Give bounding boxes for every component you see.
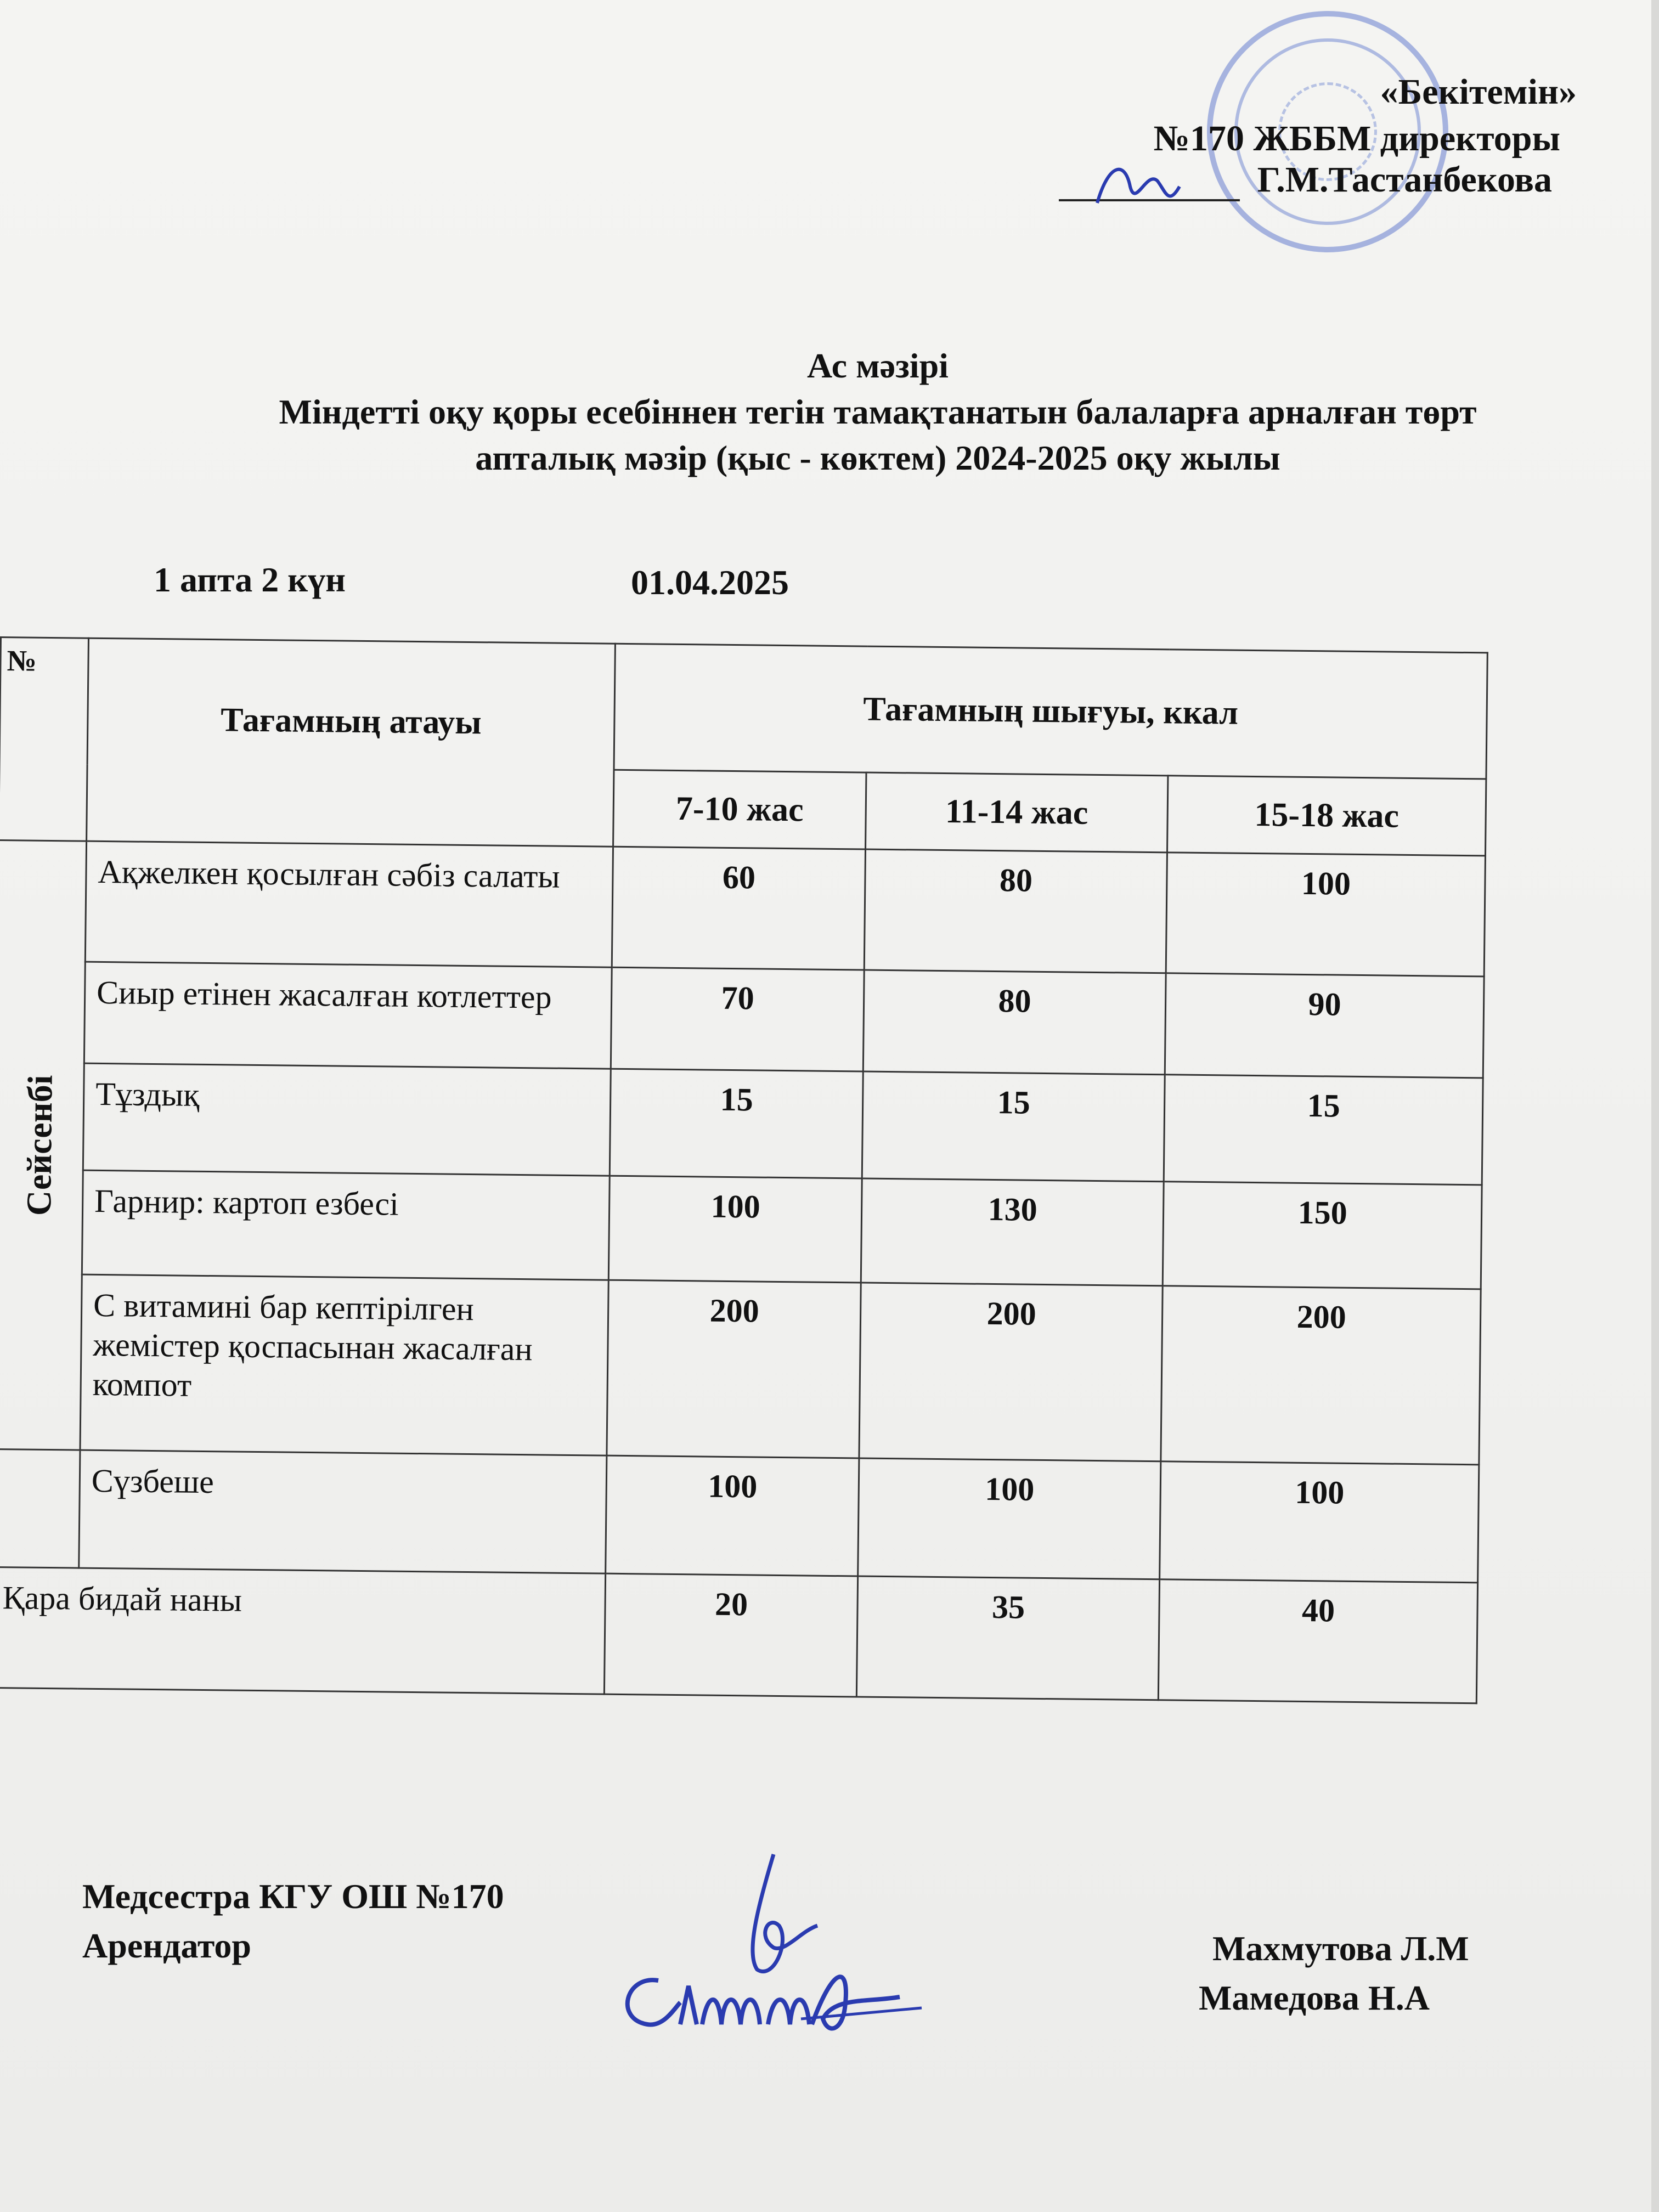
portion-11-14: 80 (863, 970, 1166, 1075)
portion-7-10: 20 (604, 1573, 857, 1697)
portion-11-14: 100 (858, 1458, 1161, 1579)
dish-name: Сүзбеше (79, 1450, 607, 1573)
portion-11-14: 35 (856, 1576, 1159, 1700)
approval-heading: «Бекітемін» (1380, 72, 1577, 112)
page-edge (1651, 0, 1659, 2212)
portion-15-18: 90 (1165, 973, 1484, 1078)
dish-name: Сиыр етінен жасалған котлеттер (84, 962, 612, 1069)
portion-7-10: 70 (611, 967, 864, 1071)
portion-7-10: 200 (607, 1280, 861, 1458)
day-label: Сейсенбі (19, 1074, 60, 1216)
approval-director-name: Г.М.Тастанбекова (1257, 160, 1552, 200)
portion-11-14: 15 (862, 1071, 1165, 1182)
header-dish-name: Тағамның атауы (87, 638, 616, 847)
header-age-15-18: 15-18 жас (1167, 776, 1486, 856)
week-day: 1 апта 2 күн (154, 560, 346, 599)
portion-15-18: 15 (1164, 1075, 1483, 1185)
header-age-7-10: 7-10 жас (613, 770, 866, 849)
table-row (0, 1273, 1481, 1464)
tenant-label: Арендатор (82, 1926, 251, 1965)
nurse-label: Медсестра КГУ ОШ №170 (82, 1877, 504, 1916)
dish-name: Тұздық (83, 1063, 611, 1176)
menu-title-block (154, 343, 1602, 481)
dish-name: Қара бидай наны (0, 1567, 606, 1694)
nurse-name: Махмутова Л.М (1212, 1929, 1469, 1968)
menu-table (0, 636, 1488, 1704)
portion-7-10: 100 (608, 1176, 862, 1283)
portion-15-18: 100 (1166, 853, 1485, 977)
portion-7-10: 15 (610, 1069, 863, 1178)
portion-15-18: 100 (1160, 1462, 1479, 1583)
table-row (0, 1449, 1479, 1582)
menu-table-wrap (0, 636, 1492, 1727)
portion-15-18: 200 (1161, 1286, 1481, 1465)
tenant-name: Мамедова Н.А (1199, 1978, 1430, 2017)
dish-name: С витамині бар кептірілген жемістер қоспасынан жасалған компот (80, 1274, 608, 1455)
table-row (0, 1567, 1478, 1703)
portion-7-10: 100 (606, 1455, 859, 1576)
handwritten-signatures (592, 1843, 944, 2052)
header-yield: Тағамның шығуы, ккал (614, 644, 1487, 779)
table-row (0, 961, 1484, 1077)
portion-11-14: 80 (864, 849, 1167, 973)
header-age-11-14: 11-14 жас (866, 772, 1168, 853)
day-cell (0, 840, 87, 1450)
menu-subtitle-line1: Міндетті оқу қоры есебіннен тегін тамақтанатын балаларға арналған төрт (279, 392, 1477, 431)
table-row (0, 1169, 1482, 1289)
approval-position: №170 ЖББМ директоры (1153, 119, 1560, 159)
portion-11-14: 200 (859, 1283, 1163, 1462)
header-number: № (0, 637, 88, 842)
menu-title: Ас мәзірі (807, 346, 949, 385)
portion-15-18: 150 (1163, 1182, 1482, 1289)
dish-name: Гарнир: картоп езбесі (82, 1170, 610, 1280)
portion-7-10: 60 (612, 847, 865, 970)
menu-date: 01.04.2025 (631, 563, 789, 602)
portion-15-18: 40 (1158, 1579, 1477, 1703)
menu-subtitle-line2: апталық мәзір (қыс - көктем) 2024-2025 оқу жылы (475, 438, 1280, 477)
table-row (0, 840, 1485, 976)
empty-cell (0, 1449, 80, 1568)
director-signature (1059, 154, 1240, 214)
dish-name: Ақжелкен қосылған сәбіз салаты (85, 841, 613, 967)
portion-11-14: 130 (861, 1178, 1164, 1286)
table-row (0, 1062, 1483, 1184)
